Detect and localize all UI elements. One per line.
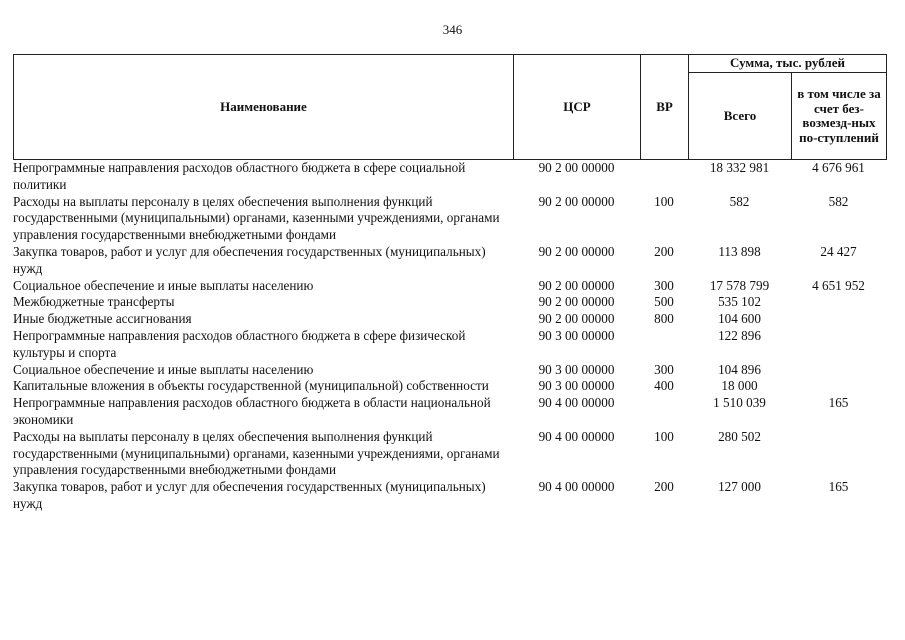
table-row xyxy=(13,294,886,311)
row-csr: 90 4 00 00000 xyxy=(538,479,615,495)
row-total: 122 896 xyxy=(718,327,761,343)
row-total: 1 510 039 xyxy=(713,395,766,411)
table-row xyxy=(13,378,886,395)
row-total: 113 898 xyxy=(718,243,761,259)
row-name: Закупка товаров, работ и услуг для обеспечения государственных (муниципальных) нужд xyxy=(13,479,486,511)
row-vr: 300 xyxy=(654,277,674,293)
budget-table xyxy=(13,54,886,513)
table-row xyxy=(13,479,886,513)
row-name: Межбюджетные трансферты xyxy=(13,294,175,310)
row-csr: 90 2 00 00000 xyxy=(538,294,615,310)
row-total: 18 332 981 xyxy=(709,160,770,175)
row-free-receipts: 165 xyxy=(828,395,849,411)
table-body xyxy=(13,160,886,513)
table-row xyxy=(13,429,886,479)
row-csr: 90 2 00 00000 xyxy=(538,160,615,175)
row-free-receipts: 4 651 952 xyxy=(812,277,865,293)
header-total: Всего xyxy=(689,73,792,160)
row-vr: 200 xyxy=(654,479,674,495)
row-free-receipts: 4 676 961 xyxy=(812,160,865,175)
row-name: Непрограммные направления расходов областного бюджета в области национальной экономики xyxy=(13,395,491,427)
row-total: 17 578 799 xyxy=(709,277,770,293)
page-number: 346 xyxy=(442,22,463,37)
row-vr xyxy=(640,328,688,362)
row-free-receipts xyxy=(791,294,886,311)
row-name: Социальное обеспечение и иные выплаты населению xyxy=(13,277,314,293)
row-vr: 100 xyxy=(654,428,674,444)
row-name: Социальное обеспечение и иные выплаты населению xyxy=(13,361,314,377)
row-csr: 90 3 00 00000 xyxy=(538,378,615,394)
row-name: Расходы на выплаты персоналу в целях обеспечения выполнения функций государственными (муниципальными) органами, казенными учреждениями, органами управления государственными внебюджетными фондами xyxy=(13,428,500,478)
table-row xyxy=(13,395,886,429)
row-free-receipts xyxy=(791,362,886,379)
row-csr: 90 4 00 00000 xyxy=(538,395,615,411)
row-total: 280 502 xyxy=(718,428,761,444)
row-vr: 200 xyxy=(654,243,674,259)
row-csr: 90 3 00 00000 xyxy=(538,327,615,343)
row-total: 104 896 xyxy=(718,361,761,377)
table-row xyxy=(13,194,886,244)
row-name: Непрограммные направления расходов областного бюджета в сфере физической культуры и спорта xyxy=(13,327,466,360)
header-vr: ВР xyxy=(641,55,689,160)
row-name: Расходы на выплаты персоналу в целях обеспечения выполнения функций государственными (муниципальными) органами, казенными учреждениями, органами управления государственными внебюджетными фондами xyxy=(13,193,500,243)
row-csr: 90 2 00 00000 xyxy=(538,243,615,259)
row-total: 18 000 xyxy=(721,378,758,394)
row-vr xyxy=(640,160,688,194)
row-csr: 90 2 00 00000 xyxy=(538,277,615,293)
header-name: Наименование xyxy=(14,55,514,160)
table-row xyxy=(13,244,886,278)
table-row xyxy=(13,311,886,328)
row-csr: 90 2 00 00000 xyxy=(538,193,615,209)
table-row xyxy=(13,278,886,295)
row-total: 127 000 xyxy=(718,479,761,495)
table-header xyxy=(13,54,887,160)
row-vr: 300 xyxy=(654,361,674,377)
header-free-receipts: в том числе за счет без-возмезд-ных по-ступлений xyxy=(792,73,887,160)
row-total: 104 600 xyxy=(718,311,761,327)
row-csr: 90 3 00 00000 xyxy=(538,361,615,377)
table-row xyxy=(13,362,886,379)
row-csr: 90 4 00 00000 xyxy=(538,428,615,444)
row-free-receipts xyxy=(791,311,886,328)
row-free-receipts: 165 xyxy=(828,479,849,495)
row-name: Капитальные вложения в объекты государственной (муниципальной) собственности xyxy=(13,378,489,394)
row-name: Непрограммные направления расходов областного бюджета в сфере социальной политики xyxy=(13,160,466,192)
row-vr: 500 xyxy=(654,294,674,310)
row-total: 582 xyxy=(729,193,750,209)
row-csr: 90 2 00 00000 xyxy=(538,311,615,327)
row-free-receipts xyxy=(791,328,886,362)
row-free-receipts: 582 xyxy=(828,193,849,209)
table-row xyxy=(13,160,886,194)
row-free-receipts: 24 427 xyxy=(820,243,857,259)
row-vr: 400 xyxy=(654,378,674,394)
row-vr xyxy=(640,395,688,429)
table-row xyxy=(13,328,886,362)
header-csr: ЦСР xyxy=(514,55,641,160)
header-sum-group: Сумма, тыс. рублей xyxy=(689,55,887,73)
row-free-receipts xyxy=(791,429,886,479)
row-free-receipts xyxy=(791,378,886,395)
row-name: Закупка товаров, работ и услуг для обеспечения государственных (муниципальных) нужд xyxy=(13,243,486,276)
row-vr: 800 xyxy=(654,311,674,327)
row-name: Иные бюджетные ассигнования xyxy=(13,311,192,327)
row-vr: 100 xyxy=(654,193,674,209)
row-total: 535 102 xyxy=(718,294,761,310)
